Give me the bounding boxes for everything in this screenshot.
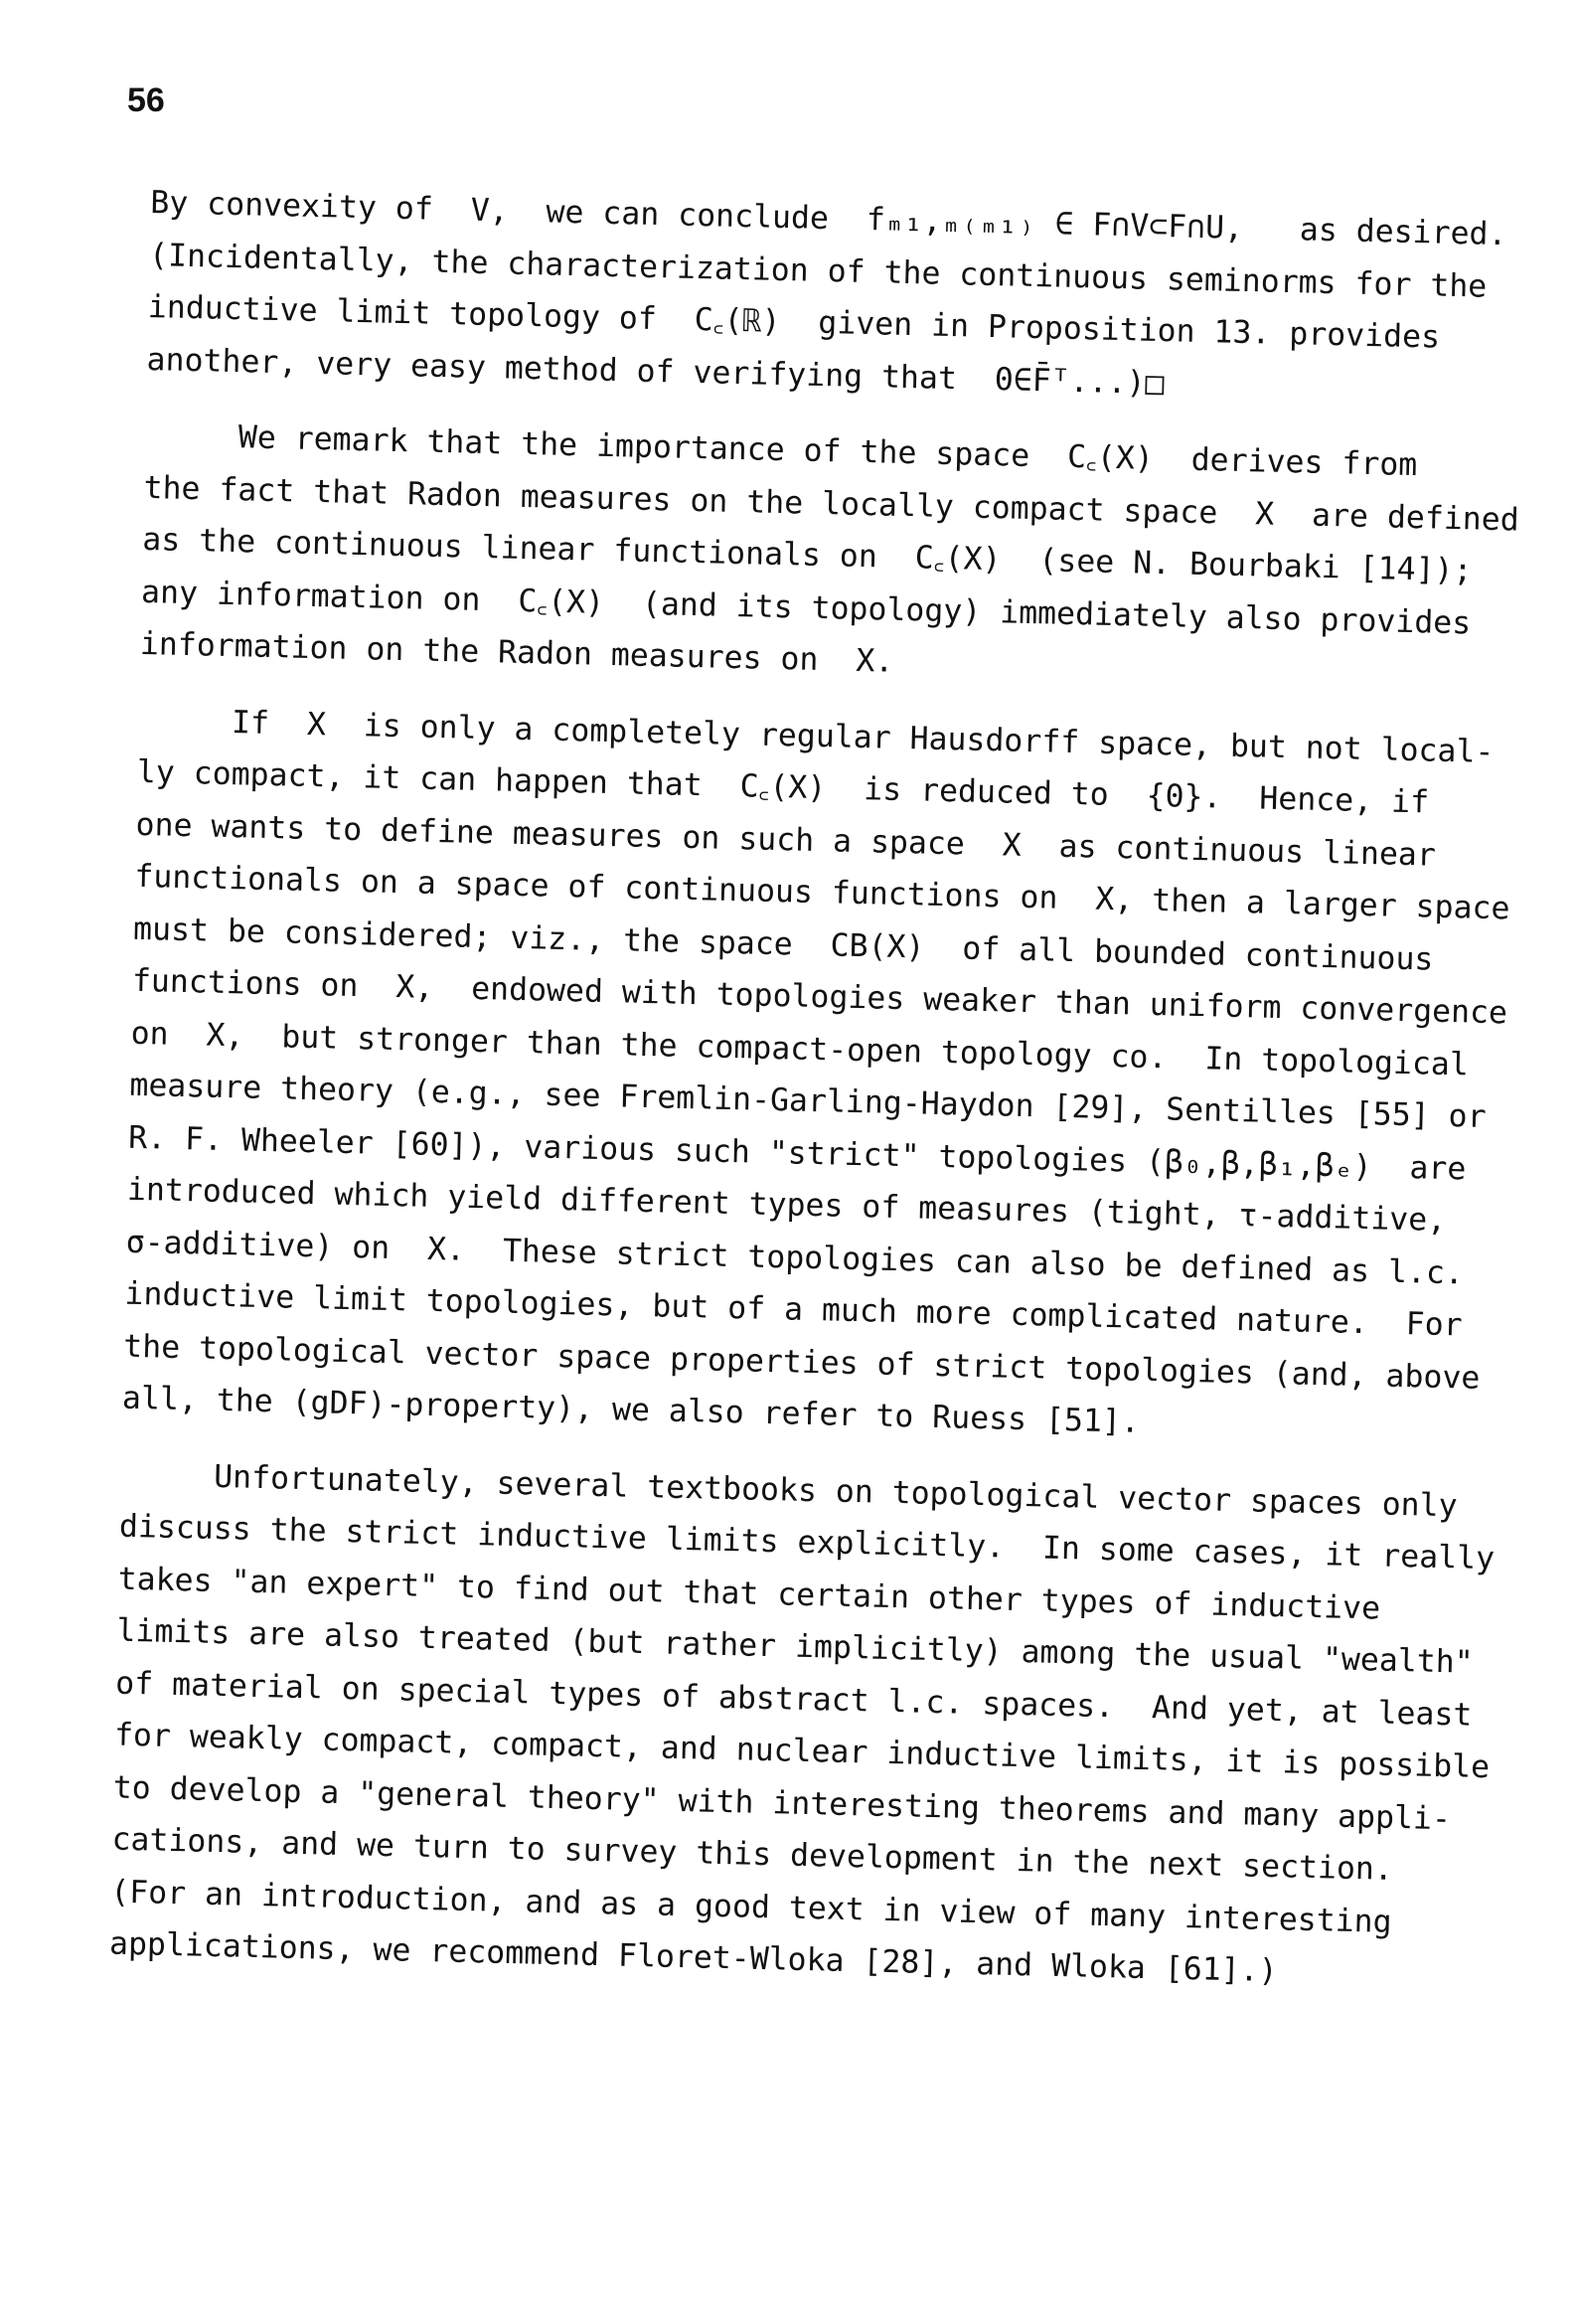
text-line: introduced which yield different types of measures (tight, τ-additive,	[126, 1171, 1447, 1239]
text-line: for weakly compact, compact, and nuclear inductive limits, it is possible	[113, 1717, 1491, 1786]
text-line: measure theory (e.g., see Fremlin-Garling-Haydon [29], Sentilles [55] or	[129, 1067, 1487, 1135]
text-line: We remark that the importance of the space C꜀(X) derives from	[237, 419, 1418, 484]
text-line: If X is only a completely regular Hausdorff space, but not local-	[231, 704, 1495, 770]
text-line: (For an introduction, and as a good text in view of many interesting	[109, 1874, 1393, 1940]
text-line: inductive limit topology of C꜀(ℝ) given in Proposition 13. provides	[147, 288, 1441, 356]
text-line: (Incidentally, the characterization of the continuous seminorms for the	[148, 237, 1488, 305]
text-line: functionals on a space of continuous functions on X, then a larger space	[133, 858, 1510, 927]
text-line: all, the (gDF)-property), we also refer to Ruess [51].	[121, 1380, 1141, 1440]
text-line: another, very easy method of verifying that 0∈F̄ᵀ...)□	[146, 341, 1165, 402]
text-line: applications, we recommend Floret-Wloka [28], and Wloka [61].)	[108, 1925, 1279, 1990]
paragraph-2	[139, 410, 1520, 701]
text-line: must be considered; viz., the space CB(X) of all bounded continuous	[132, 911, 1434, 978]
text-line: inductive limit topologies, but of a much more complicated nature. For	[124, 1275, 1464, 1344]
text-line: R. F. Wheeler [60]), various such "strict" topologies (β₀,β,β₁,βₑ) are	[127, 1119, 1467, 1187]
paragraph-1	[146, 177, 1507, 416]
text-line: σ-additive) on X. These strict topologies can also be defined as l.c.	[125, 1224, 1465, 1291]
text-line: to develop a "general theory" with interesting theorems and many appli-	[112, 1769, 1452, 1837]
text-line: functions on X, endowed with topologies weaker than uniform convergence	[131, 962, 1508, 1032]
text-line: cations, and we turn to survey this development in the next section.	[111, 1821, 1394, 1888]
text-line: takes "an expert" to find out that certain other types of inductive	[117, 1561, 1381, 1627]
text-line: limits are also treated (but rather implicitly) among the usual "wealth"	[116, 1612, 1475, 1681]
text-line: one wants to define measures on such a space X as continuous linear	[135, 806, 1437, 874]
text-line: discuss the strict inductive limits explicitly. In some cases, it really	[118, 1508, 1496, 1577]
text-line: on X, but stronger than the compact-open topology co. In topological	[130, 1015, 1470, 1082]
text-line: any information on C꜀(X) (and its topology) immediately also provides	[140, 574, 1472, 641]
text-line: the topological vector space properties of strict topologies (and, above	[122, 1328, 1481, 1397]
text-line: the fact that Radon measures on the locally compact space X are defined	[143, 469, 1520, 539]
paragraph-3	[121, 694, 1510, 1454]
paragraph-4	[108, 1448, 1496, 2000]
body-text	[108, 177, 1520, 2001]
text-line: ly compact, it can happen that C꜀(X) is reduced to {0}. Hence, if	[136, 753, 1430, 821]
page-number: 56	[127, 82, 165, 119]
text-line: of material on special types of abstract l.c. spaces. And yet, at least	[114, 1665, 1473, 1734]
text-line: as the continuous linear functionals on C꜀(X) (see N. Bourbaki [14]);	[141, 521, 1473, 589]
text-line: By convexity of V, we can conclude fₘ₁,ₘ₍ₘ₁₎ ∈ F∩V⊂F∩U, as desired.	[149, 184, 1507, 253]
text-line: information on the Radon measures on X.	[139, 625, 894, 680]
text-line: Unfortunately, several textbooks on topological vector spaces only	[213, 1458, 1458, 1524]
